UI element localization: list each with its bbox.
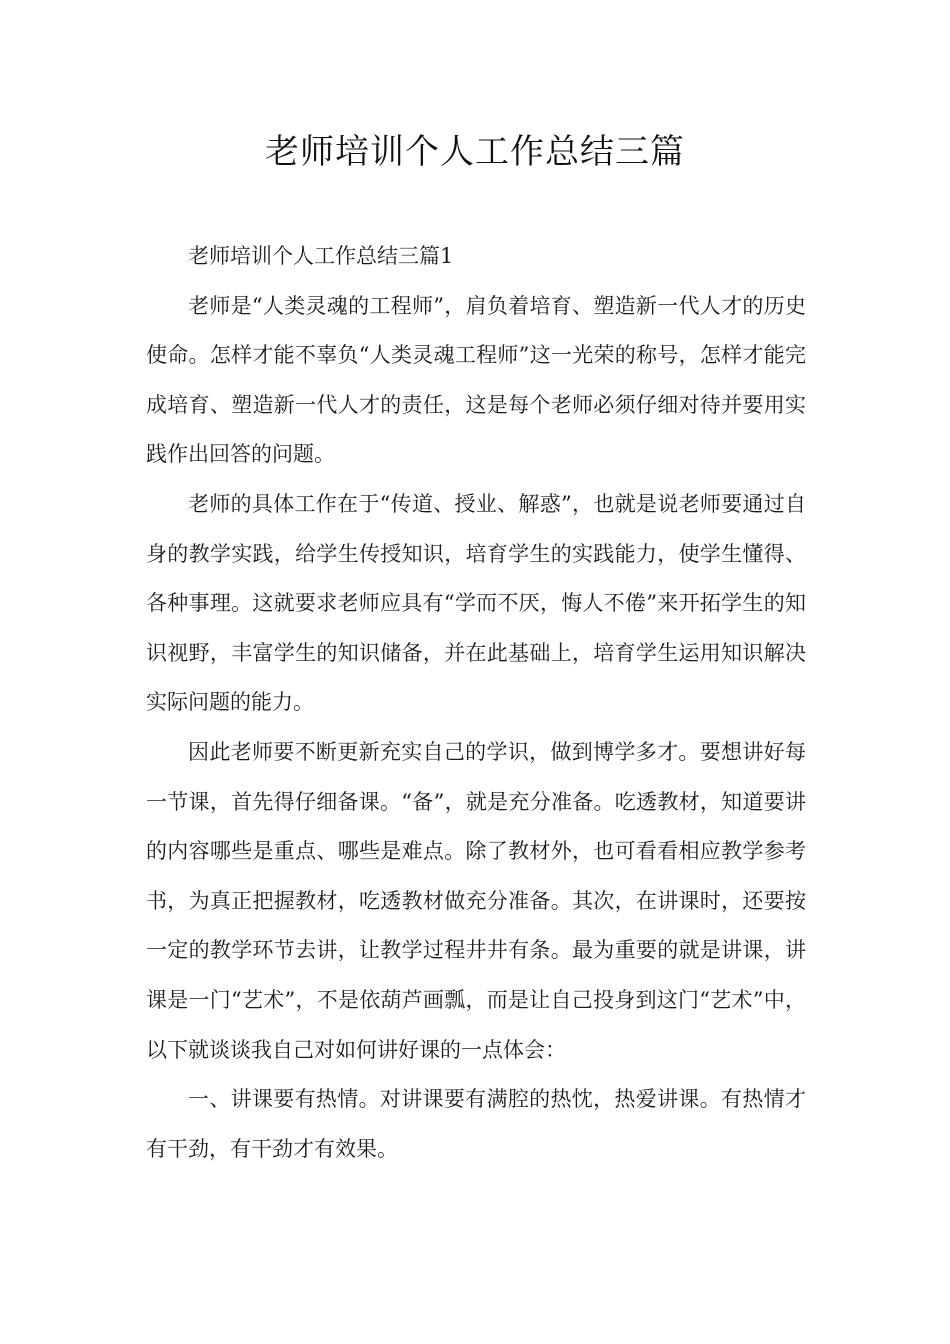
paragraph-4: 一、讲课要有热情。对讲课要有满腔的热忱，热爱讲课。有热情才有干劲，有干劲才有效果。 <box>146 1087 806 1161</box>
document-body <box>146 232 806 1174</box>
document-title: 老师培训个人工作总结三篇 <box>265 132 685 172</box>
paragraph-1: 老师是“人类灵魂的工程师”，肩负着培育、塑造新一代人才的历史使命。怎样才能不辜负“人类灵魂工程师”这一光荣的称号，怎样才能完成培育、塑造新一代人才的责任，这是每个老师必须仔细对待并要用实践作出回答的问题。 <box>146 293 806 467</box>
paragraph-3: 因此老师要不断更新充实自己的学识，做到博学多才。要想讲好每一节课，首先得仔细备课。“备”，就是充分准备。吃透教材，知道要讲的内容哪些是重点、哪些是难点。除了教材外，也可看看相应教学参考书，为真正把握教材，吃透教材做充分准备。其次，在讲课时，还要按一定的教学环节去讲，让教学过程井井有条。最为重要的就是讲课，讲课是一门“艺术”，不是依葫芦画瓢，而是让自己投身到这门“艺术”中，以下就谈谈我自己对如何讲好课的一点体会： <box>146 739 806 1062</box>
section-heading: 老师培训个人工作总结三篇1 <box>188 244 454 268</box>
paragraph-2: 老师的具体工作在于“传道、授业、解惑”，也就是说老师要通过自身的教学实践，给学生传授知识，培育学生的实践能力，使学生懂得、各种事理。这就要求老师应具有“学而不厌，悔人不倦”来开拓学生的知识视野，丰富学生的知识储备，并在此基础上，培育学生运用知识解决实际问题的能力。 <box>146 491 806 715</box>
